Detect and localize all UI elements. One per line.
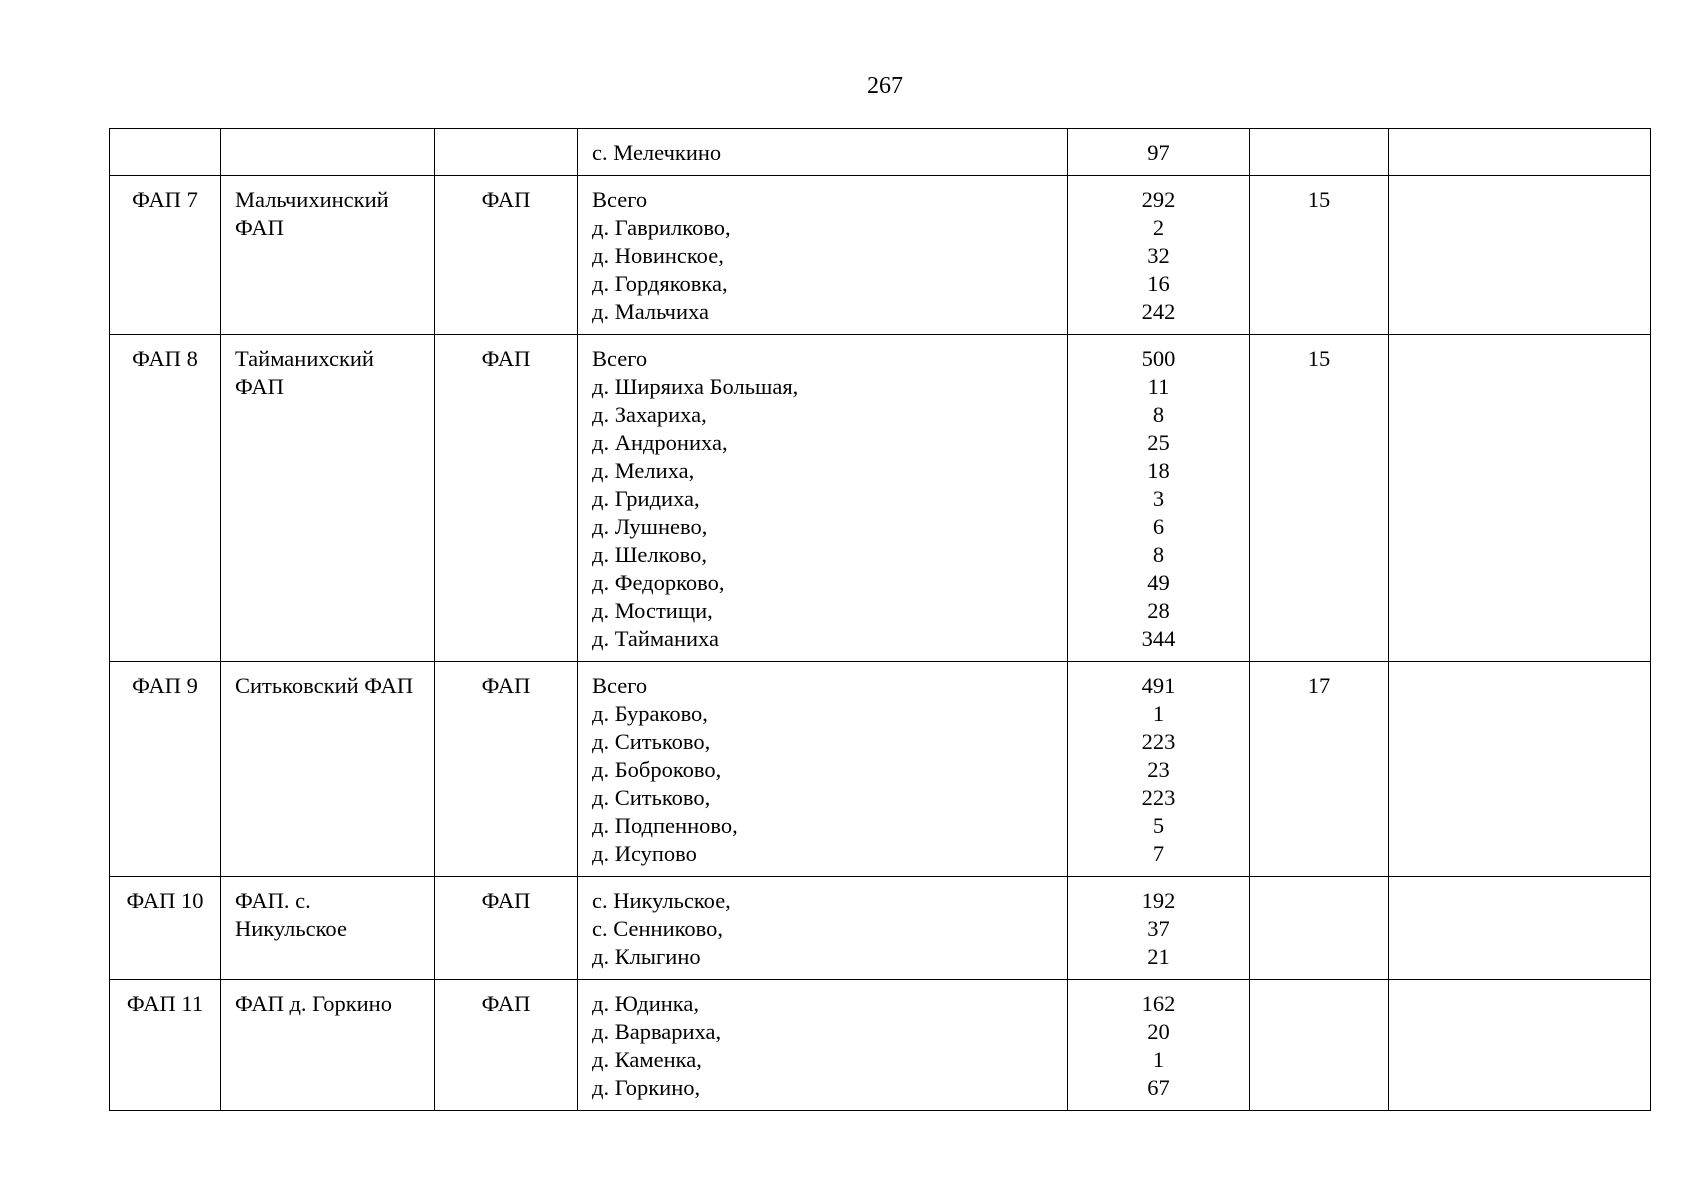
population-value: 491 [1141, 673, 1176, 698]
note-cell [1389, 980, 1651, 1111]
settlements-cell [578, 129, 1068, 176]
settlement-name: д. Гридиха, [592, 486, 700, 511]
population-value: 49 [1147, 570, 1170, 595]
settlement-name: д. Гаврилково, [592, 215, 731, 240]
table-row [110, 877, 1651, 980]
facility-name-cell: ФАП д. Горкино [221, 980, 435, 1111]
distance-cell: 15 [1250, 176, 1389, 335]
population-value: 25 [1147, 430, 1170, 455]
settlement-name: д. Мостищи, [592, 598, 713, 623]
population-value: 16 [1147, 271, 1170, 296]
population-value: 3 [1152, 486, 1165, 511]
population-value: 242 [1141, 299, 1176, 324]
population-value: 21 [1147, 944, 1170, 969]
table-row [110, 176, 1651, 335]
distance-cell [1250, 877, 1389, 980]
population-value: 1 [1152, 701, 1165, 726]
settlement-name: д. Тайманиха [592, 626, 720, 651]
table-row [110, 335, 1651, 662]
distance-cell: 15 [1250, 335, 1389, 662]
facilities-table [109, 128, 1651, 1111]
settlement-name: д. Андрониха, [592, 430, 728, 455]
settlement-name: д. Горкино, [592, 1075, 701, 1100]
facility-code-cell [110, 129, 221, 176]
population-value: 7 [1152, 841, 1165, 866]
settlement-name: д. Захариха, [592, 402, 707, 427]
settlement-name: д. Мелиха, [592, 458, 695, 483]
facility-code-cell: ФАП 9 [110, 662, 221, 877]
population-value: 20 [1147, 1019, 1170, 1044]
settlement-name: с. Никульское, [592, 888, 731, 913]
facility-type-cell: ФАП [435, 662, 578, 877]
settlement-name: д. Шелково, [592, 542, 707, 567]
settlement-name: д. Новинское, [592, 243, 724, 268]
note-cell [1389, 176, 1651, 335]
settlement-name: д. Ситьково, [592, 785, 711, 810]
facility-type-cell: ФАП [435, 335, 578, 662]
settlement-name: с. Мелечкино [592, 140, 722, 165]
settlements-cell [578, 662, 1068, 877]
population-value: 5 [1152, 813, 1165, 838]
population-value: 2 [1152, 215, 1165, 240]
facility-name-cell: Тайманихский ФАП [221, 335, 435, 662]
settlement-name: д. Клыгино [592, 944, 701, 969]
population-value: 223 [1141, 729, 1176, 754]
settlement-name: д. Юдинка, [592, 991, 699, 1016]
settlement-name: д. Подпенново, [592, 813, 738, 838]
population-value: 32 [1147, 243, 1170, 268]
table-row [110, 662, 1651, 877]
settlements-cell [578, 176, 1068, 335]
table-row [110, 980, 1651, 1111]
settlement-name: д. Лушнево, [592, 514, 708, 539]
settlement-name: д. Мальчиха [592, 299, 709, 324]
table-row [110, 129, 1651, 176]
settlement-name: Всего [592, 673, 648, 698]
settlement-name: д. Ширяиха Большая, [592, 374, 799, 399]
population-value: 500 [1141, 346, 1176, 371]
population-value: 8 [1152, 542, 1165, 567]
settlement-name: д. Ситьково, [592, 729, 711, 754]
facility-code-cell: ФАП 7 [110, 176, 221, 335]
population-value: 1 [1152, 1047, 1165, 1072]
population-value: 6 [1152, 514, 1165, 539]
population-value: 223 [1141, 785, 1176, 810]
facility-type-cell: ФАП [435, 176, 578, 335]
population-value: 18 [1147, 458, 1170, 483]
population-value: 37 [1147, 916, 1170, 941]
population-value: 23 [1147, 757, 1170, 782]
population-cell [1068, 662, 1250, 877]
facility-name-cell [221, 129, 435, 176]
note-cell [1389, 129, 1651, 176]
population-value: 292 [1141, 187, 1176, 212]
population-value: 97 [1147, 140, 1170, 165]
population-value: 344 [1141, 626, 1176, 651]
population-value: 11 [1147, 374, 1170, 399]
population-cell [1068, 877, 1250, 980]
settlements-cell [578, 335, 1068, 662]
facility-code-cell: ФАП 10 [110, 877, 221, 980]
population-value: 192 [1141, 888, 1176, 913]
settlement-name: д. Варвариха, [592, 1019, 722, 1044]
facility-name-cell: Мальчихинский ФАП [221, 176, 435, 335]
population-cell [1068, 335, 1250, 662]
facility-code-cell: ФАП 11 [110, 980, 221, 1111]
settlement-name: д. Федорково, [592, 570, 725, 595]
population-value: 8 [1152, 402, 1165, 427]
population-value: 28 [1147, 598, 1170, 623]
population-cell [1068, 176, 1250, 335]
population-value: 162 [1141, 991, 1176, 1016]
population-cell [1068, 129, 1250, 176]
note-cell [1389, 877, 1651, 980]
distance-cell [1250, 980, 1389, 1111]
settlement-name: д. Исупово [592, 841, 697, 866]
settlement-name: д. Гордяковка, [592, 271, 728, 296]
settlement-name: Всего [592, 346, 648, 371]
facility-type-cell: ФАП [435, 877, 578, 980]
settlement-name: д. Боброково, [592, 757, 722, 782]
facility-code-cell: ФАП 8 [110, 335, 221, 662]
facility-type-cell: ФАП [435, 980, 578, 1111]
note-cell [1389, 335, 1651, 662]
facility-name-cell: Ситьковский ФАП [221, 662, 435, 877]
settlements-cell [578, 877, 1068, 980]
settlement-name: Всего [592, 187, 648, 212]
note-cell [1389, 662, 1651, 877]
facility-type-cell [435, 129, 578, 176]
distance-cell: 17 [1250, 662, 1389, 877]
population-value: 67 [1147, 1075, 1170, 1100]
settlement-name: д. Каменка, [592, 1047, 702, 1072]
settlement-name: с. Сенниково, [592, 916, 724, 941]
page-number: 267 [867, 73, 903, 99]
settlements-cell [578, 980, 1068, 1111]
settlement-name: д. Бураково, [592, 701, 708, 726]
population-cell [1068, 980, 1250, 1111]
facility-name-cell: ФАП. с. Никульское [221, 877, 435, 980]
distance-cell [1250, 129, 1389, 176]
